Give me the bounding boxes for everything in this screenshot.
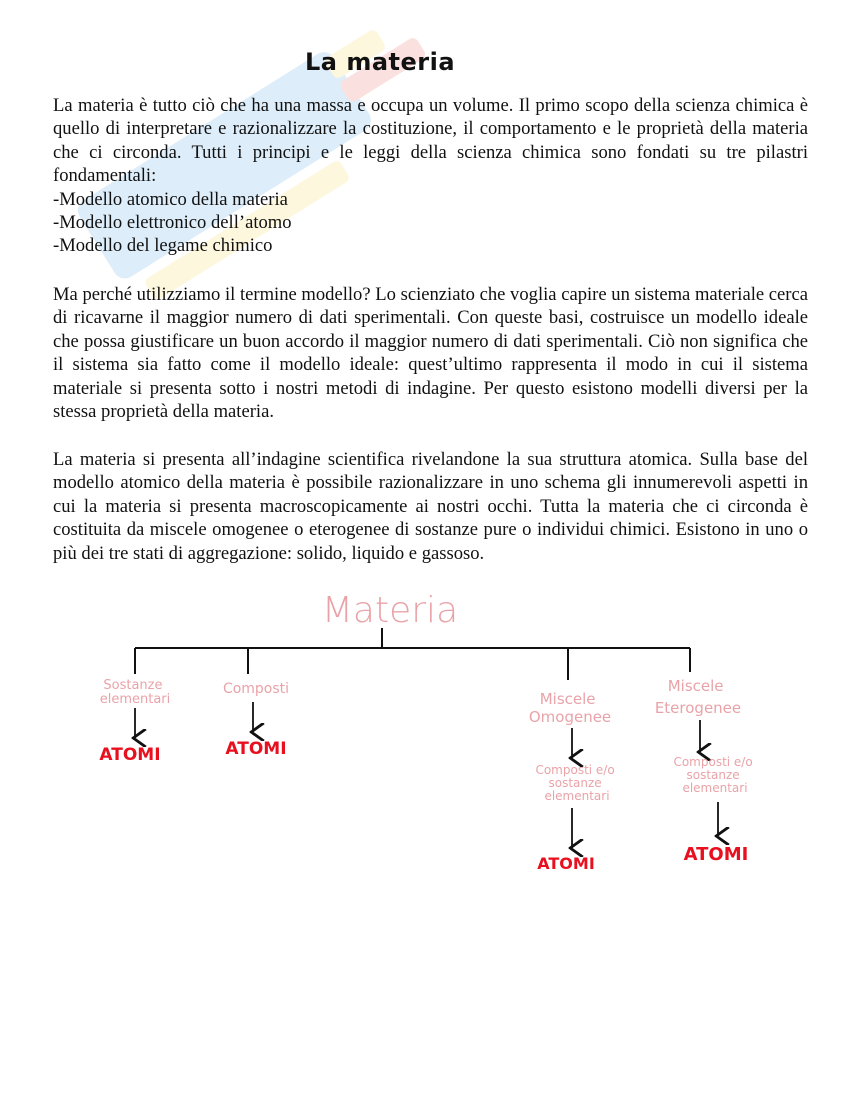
branch-label: Composti xyxy=(222,681,290,697)
branch-label: Miscele Eterogenee xyxy=(654,677,742,717)
paragraph-structure: La materia si presenta all’indagine scientifica rivelandone la sua struttura atomica. Sulla base del modello atomico della materia è possibile razionalizzare in uno schema gli innumerevoli aspetti in cui la materia si presenta macroscopicamente ai nostri occhi. Tutta la materia che ci circonda è costituita da miscele omogenee o eterogenee di sostanze pure o individui chimici. Esistono in uno o più dei tre stati di aggregazione: solido, liquido e gassoso. xyxy=(53,449,808,564)
diagram-root-label: Materia xyxy=(321,590,459,631)
intro-section xyxy=(53,94,808,258)
branch-sublabel: Composti e/o sostanze elementari xyxy=(535,763,615,803)
list-item: -Modello atomico della materia xyxy=(53,188,288,210)
paragraph-intro: La materia è tutto ciò che ha una massa e occupa un volume. Il primo scopo della scienza chimica è quello di interpretare e razionalizzare la costituzione, il comportamento e le proprietà della materia che ci circonda. Tutti i principi e le leggi della scienza chimica sono fondati su tre pilastri fondamentali: xyxy=(53,95,808,187)
branch-label: Sostanze elementari xyxy=(99,678,171,707)
structure-section xyxy=(53,448,808,565)
list-item: -Modello del legame chimico xyxy=(53,235,273,257)
leaf-atomi: ATOMI xyxy=(537,854,595,873)
classification-diagram xyxy=(0,580,853,880)
paragraph-models: Ma perché utilizziamo il termine modello? Lo scienziato che voglia capire un sistema materiale cerca di ricavarne il maggior numero di dati sperimentali. Con queste basi, costruisce un modello ideale che possa giustificare un buon accordo il maggior numero di dati sperimentali. Ciò non significa che il sistema sia fatto come il modello ideale: quest’ultimo rappresenta il modo in cui il sistema materiale si presenta sotto i nostri metodi di indagine. Per questo esistono modelli diversi per la stessa proprietà della materia. xyxy=(53,284,808,423)
leaf-atomi: ATOMI xyxy=(683,844,749,865)
leaf-atomi: ATOMI xyxy=(99,745,161,765)
page-title: La materia xyxy=(304,48,456,76)
list-item: -Modello elettronico dell’atomo xyxy=(53,212,292,234)
models-section xyxy=(53,283,808,423)
branch-sublabel: Composti e/o sostanze elementari xyxy=(673,755,753,795)
leaf-atomi: ATOMI xyxy=(225,739,287,759)
branch-label: Miscele Omogenee xyxy=(528,690,612,726)
